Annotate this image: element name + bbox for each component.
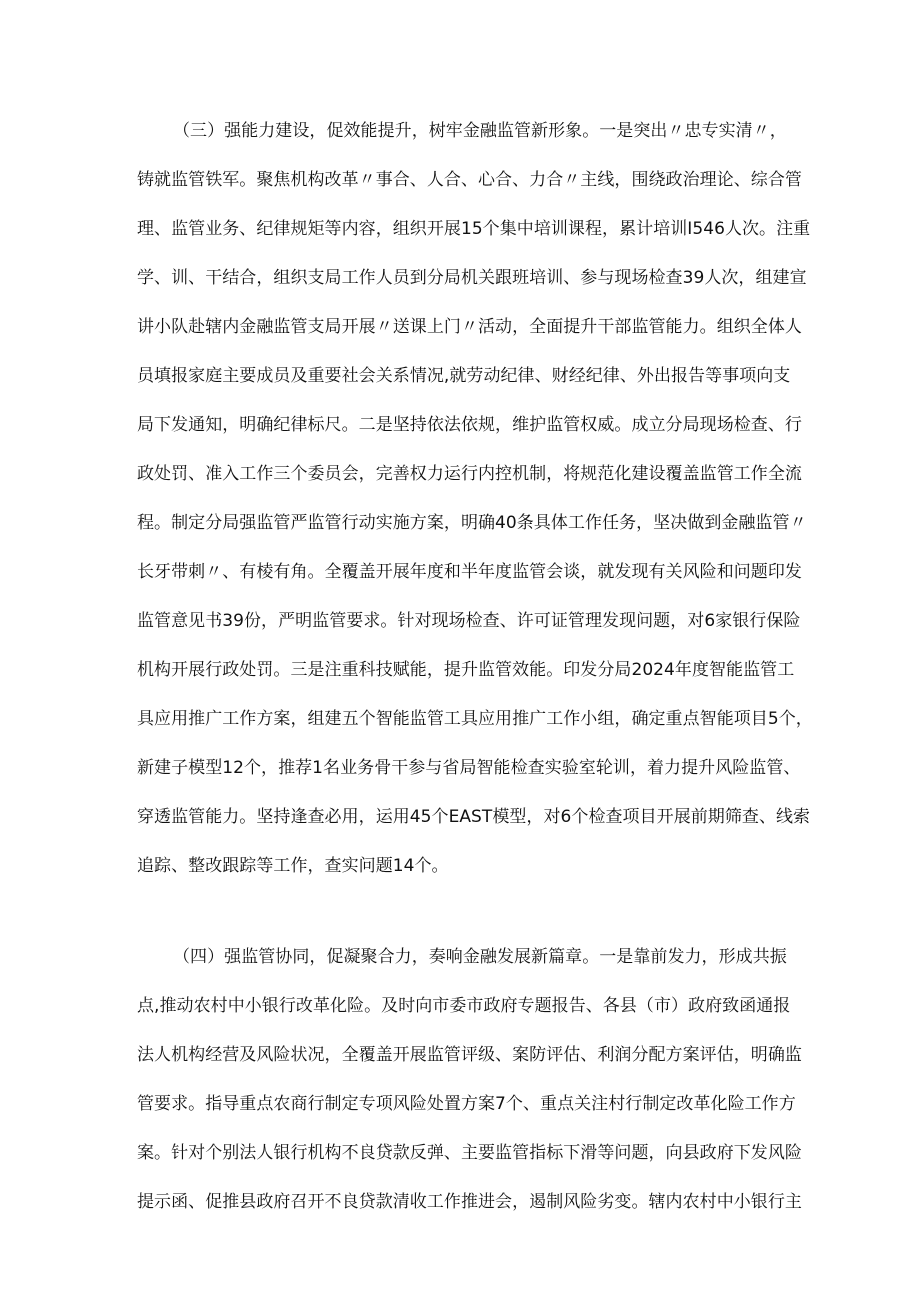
section3-line-8: 政处罚、准入工作三个委员会，完善权力运行内控机制，将规范化建设覆盖监管工作全流 [137,464,802,484]
section3-line-14: 新建子模型12个，推荐1名业务骨干参与省局智能检查实验室轮训，着力提升风险监管、 [137,758,801,778]
section3-line-2: 铸就监管铁军。聚焦机构改革〃事合、人合、心合、力合〃主线，围绕政治理论、综合管 [137,170,802,190]
section3-line-13: 具应用推广工作方案，组建五个智能监管工具应用推广工作小组，确定重点智能项目5个， [137,709,813,729]
section3-line-9: 程。制定分局强监管严监管行动实施方案，明确40条具体工作任务，坚决做到金融监管〃 [137,513,807,533]
section3-line-6: 员填报家庭主要成员及重要社会关系情况,就劳动纪律、财经纪律、外出报告等事项向支 [137,366,791,386]
section3-line-15: 穿透监管能力。坚持逢查必用，运用45个EAST模型，对6个检查项目开展前期筛查、线索 [137,807,811,827]
section4-line-1: （四）强监管协同，促凝聚合力，奏响金融发展新篇章。一是靠前发力，形成共振 [173,947,787,967]
section3-line-7: 局下发通知，明确纪律标尺。二是坚持依法依规，维护监管权威。成立分局现场检查、行 [137,415,802,435]
section3-line-3: 理、监管业务、纪律规矩等内容，组织开展15个集中培训课程，累计培训I546人次。注重 [137,219,811,239]
section3-line-16: 追踪、整改跟踪等工作，查实问题14个。 [137,856,449,876]
section4-line-2: 点,推动农村中小银行改革化险。及时向市委市政府专题报告、各县（市）政府致函通报 [137,996,791,1016]
section4-line-4: 管要求。指导重点农商行制定专项风险处置方案7个、重点关注村行制定改革化险工作方 [137,1094,796,1114]
section3-line-12: 机构开展行政处罚。三是注重科技赋能，提升监管效能。印发分局2024年度智能监管工 [137,660,795,680]
section3-line-4: 学、训、干结合，组织支局工作人员到分局机关跟班培训、参与现场检查39人次，组建宣 [137,268,807,288]
section4-line-6: 提示函、促推县政府召开不良贷款清收工作推进会，遏制风险劣变。辖内农村中小银行主 [137,1192,802,1212]
section3-line-1: （三）强能力建设，促效能提升，树牢金融监管新形象。一是突出〃忠专实清〃， [173,121,787,141]
section4-line-5: 案。针对个别法人银行机构不良贷款反弹、主要监管指标下滑等问题，向县政府下发风险 [137,1143,802,1163]
section3-line-10: 长牙带刺〃、有棱有角。全覆盖开展年度和半年度监管会谈，就发现有关风险和问题印发 [137,562,802,582]
section3-line-5: 讲小队赴辖内金融监管支局开展〃送课上门〃活动，全面提升干部监管能力。组织全体人 [137,317,802,337]
section3-line-11: 监管意见书39份，严明监管要求。针对现场检查、许可证管理发现问题，对6家银行保险 [137,611,801,631]
section4-line-3: 法人机构经营及风险状况，全覆盖开展监管评级、案防评估、利润分配方案评估，明确监 [137,1045,802,1065]
